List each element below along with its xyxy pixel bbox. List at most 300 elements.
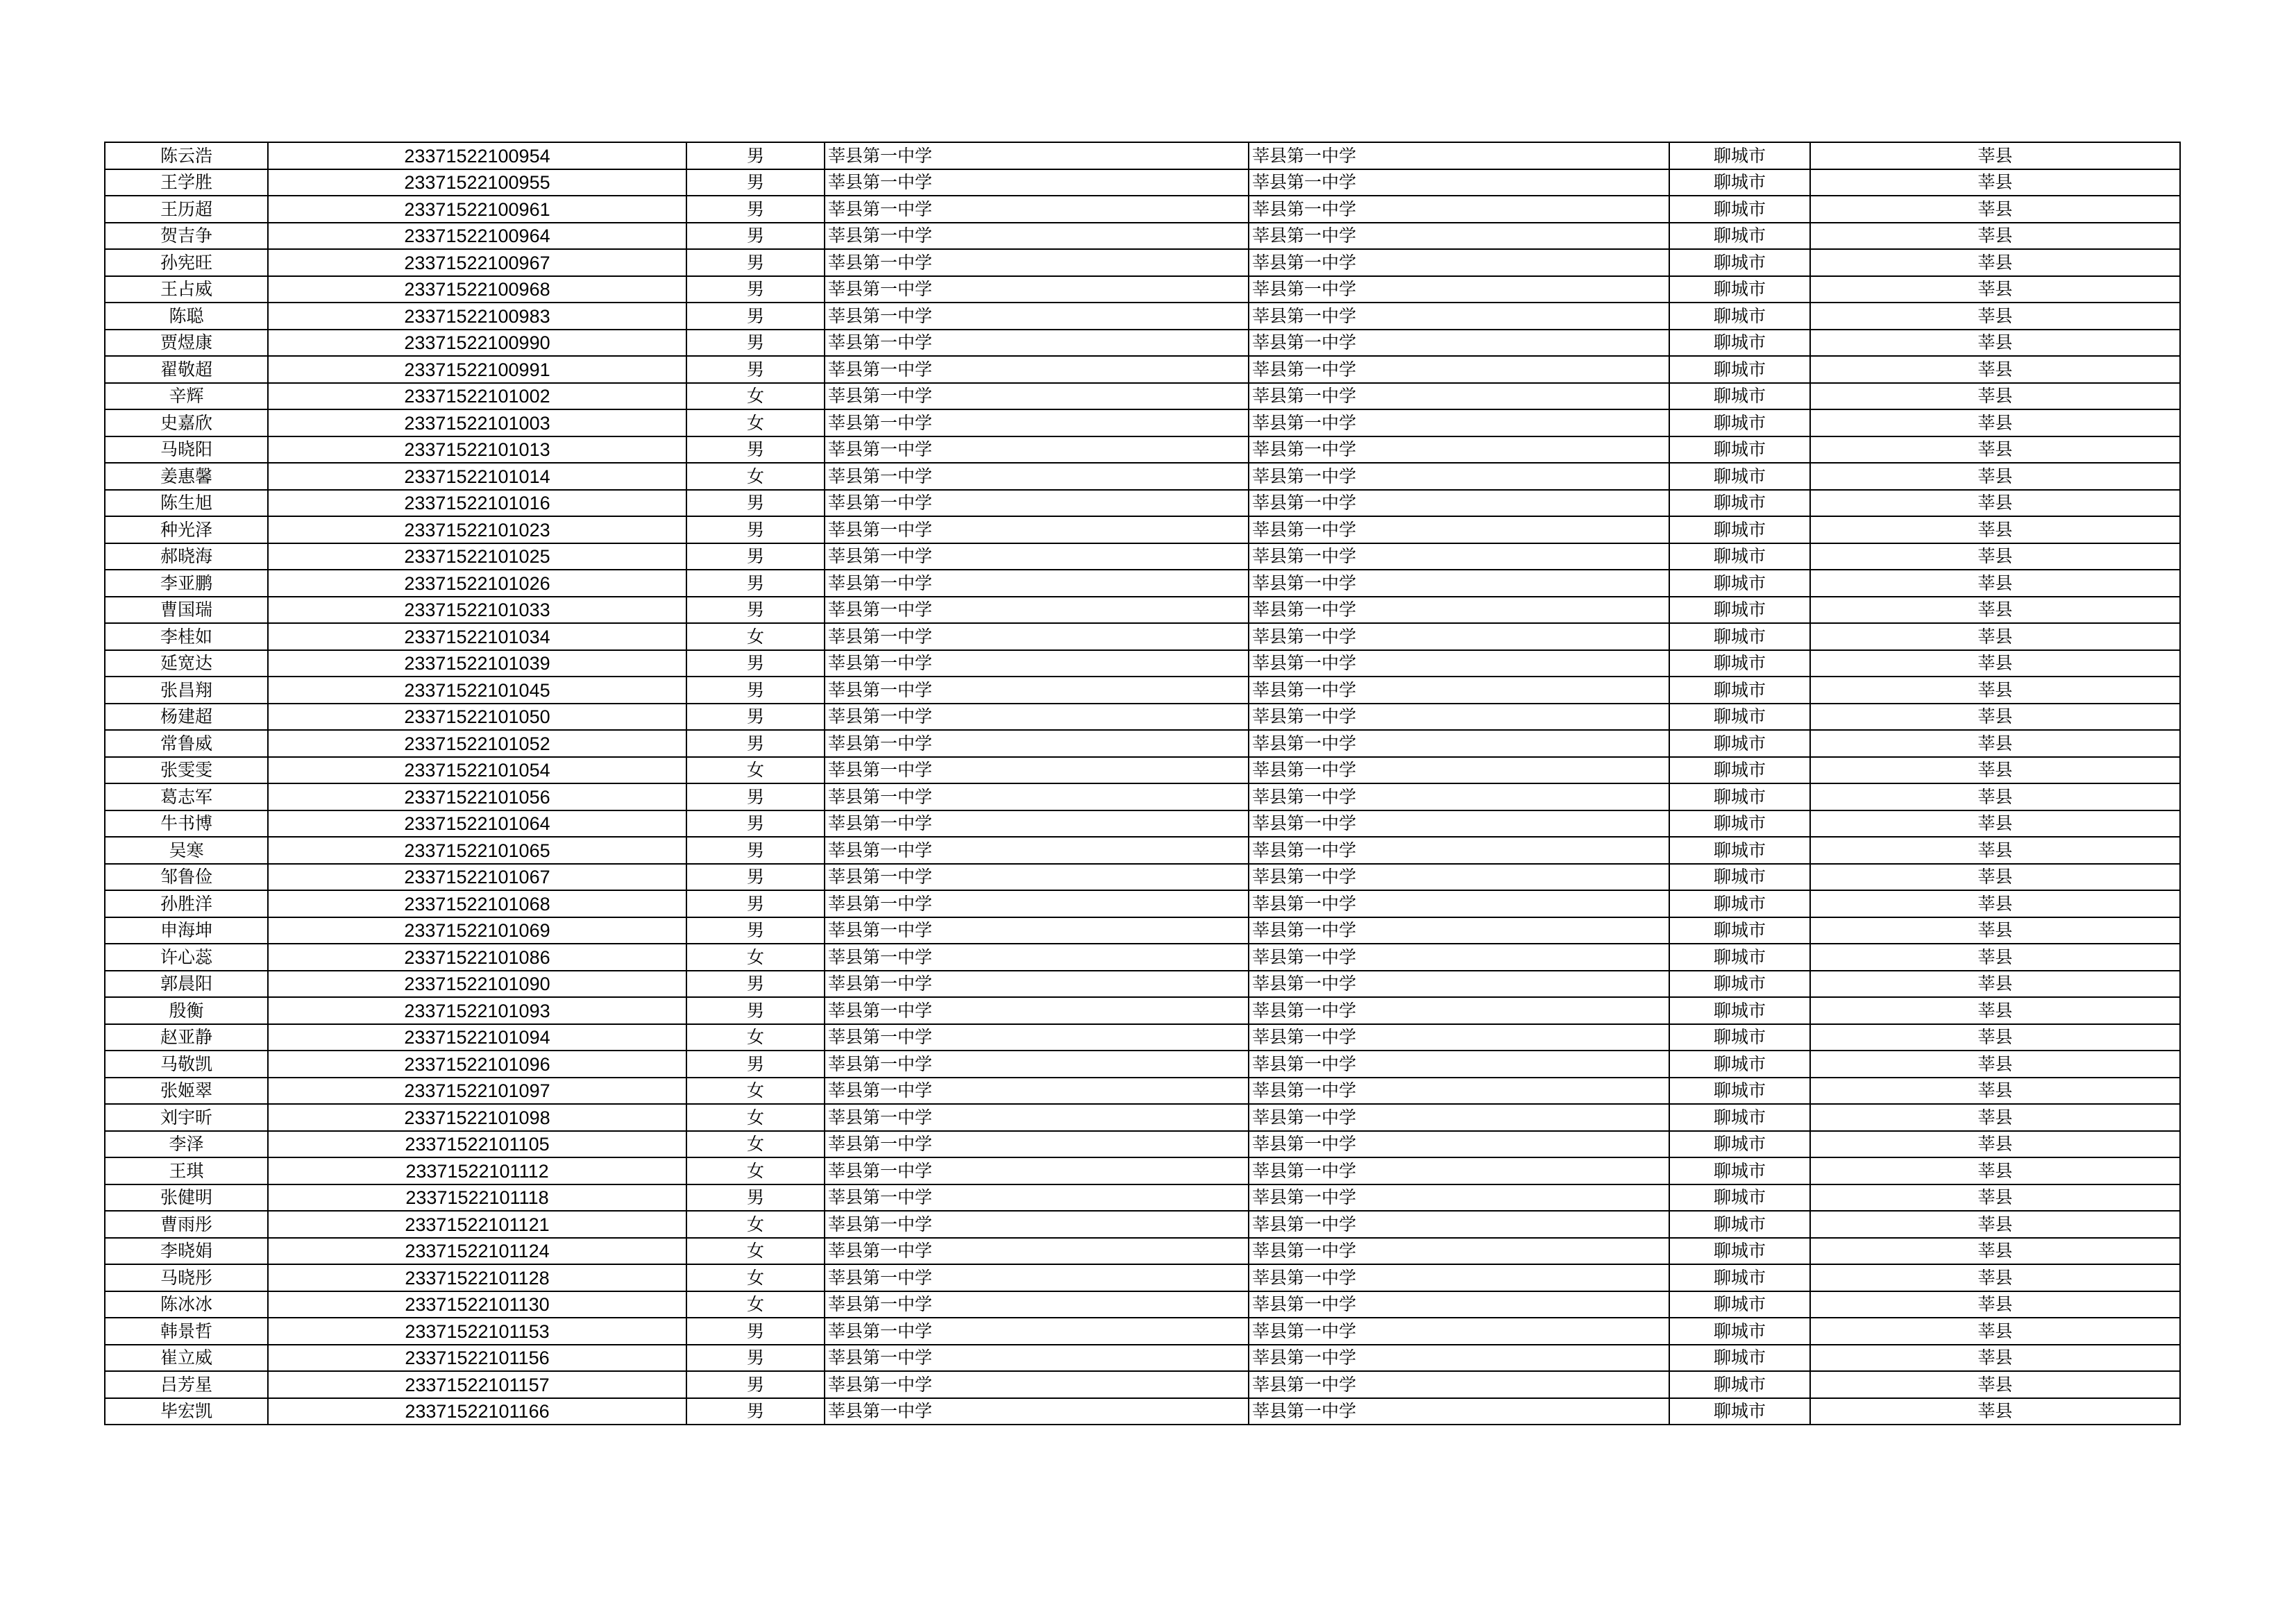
student-name-cell: 许心蕊 [105,944,268,971]
gender-cell: 男 [686,436,825,464]
gender-cell: 男 [686,516,825,543]
student-name-cell: 杨建超 [105,704,268,731]
graduation-school-cell: 莘县第一中学 [1249,783,1669,810]
student-name-cell: 韩景哲 [105,1318,268,1345]
city-cell: 聊城市 [1669,383,1810,410]
city-cell: 聊城市 [1669,1238,1810,1265]
school-cell: 莘县第一中学 [825,196,1249,223]
city-cell: 聊城市 [1669,543,1810,570]
school-cell: 莘县第一中学 [825,1184,1249,1212]
school-cell: 莘县第一中学 [825,1398,1249,1425]
table-row [105,463,2180,490]
city-cell: 聊城市 [1669,650,1810,677]
graduation-school-cell: 莘县第一中学 [1249,623,1669,650]
gender-cell: 男 [686,704,825,731]
student-name-cell: 常鲁威 [105,730,268,757]
table-row [105,1371,2180,1398]
gender-cell: 男 [686,1184,825,1212]
exam-id-cell: 23371522101096 [268,1051,686,1078]
exam-id-cell: 23371522101093 [268,997,686,1024]
school-cell: 莘县第一中学 [825,543,1249,570]
exam-id-cell: 23371522101118 [268,1184,686,1212]
table-row [105,1024,2180,1051]
gender-cell: 女 [686,1264,825,1291]
gender-cell: 男 [686,917,825,944]
table-row [105,1157,2180,1184]
city-cell: 聊城市 [1669,1024,1810,1051]
student-name-cell: 贺吉争 [105,223,268,250]
city-cell: 聊城市 [1669,944,1810,971]
exam-id-cell: 23371522101065 [268,837,686,864]
graduation-school-cell: 莘县第一中学 [1249,1211,1669,1238]
county-cell: 莘县 [1810,677,2180,704]
city-cell: 聊城市 [1669,249,1810,276]
exam-id-cell: 23371522101064 [268,810,686,838]
graduation-school-cell: 莘县第一中学 [1249,516,1669,543]
graduation-school-cell: 莘县第一中学 [1249,249,1669,276]
exam-id-cell: 23371522101157 [268,1371,686,1398]
exam-id-cell: 23371522101003 [268,409,686,436]
county-cell: 莘县 [1810,1078,2180,1105]
graduation-school-cell: 莘县第一中学 [1249,650,1669,677]
exam-id-cell: 23371522101094 [268,1024,686,1051]
exam-id-cell: 23371522101054 [268,757,686,784]
school-cell: 莘县第一中学 [825,837,1249,864]
exam-id-cell: 23371522101112 [268,1157,686,1184]
graduation-school-cell: 莘县第一中学 [1249,196,1669,223]
school-cell: 莘县第一中学 [825,1051,1249,1078]
table-row [105,142,2180,169]
city-cell: 聊城市 [1669,1318,1810,1345]
graduation-school-cell: 莘县第一中学 [1249,1131,1669,1158]
gender-cell: 男 [686,223,825,250]
graduation-school-cell: 莘县第一中学 [1249,223,1669,250]
table-row [105,944,2180,971]
exam-id-cell: 23371522101034 [268,623,686,650]
table-row [105,276,2180,303]
graduation-school-cell: 莘县第一中学 [1249,704,1669,731]
school-cell: 莘县第一中学 [825,1104,1249,1131]
gender-cell: 男 [686,1318,825,1345]
exam-id-cell: 23371522101016 [268,490,686,517]
graduation-school-cell: 莘县第一中学 [1249,997,1669,1024]
student-name-cell: 毕宏凯 [105,1398,268,1425]
county-cell: 莘县 [1810,971,2180,998]
table-row [105,837,2180,864]
graduation-school-cell: 莘县第一中学 [1249,757,1669,784]
student-name-cell: 李晓娟 [105,1238,268,1265]
exam-id-cell: 23371522101067 [268,864,686,891]
graduation-school-cell: 莘县第一中学 [1249,1291,1669,1318]
gender-cell: 男 [686,997,825,1024]
county-cell: 莘县 [1810,917,2180,944]
exam-id-cell: 23371522101033 [268,597,686,624]
county-cell: 莘县 [1810,196,2180,223]
gender-cell: 男 [686,490,825,517]
gender-cell: 男 [686,1371,825,1398]
school-cell: 莘县第一中学 [825,650,1249,677]
student-name-cell: 马晓彤 [105,1264,268,1291]
school-cell: 莘县第一中学 [825,1211,1249,1238]
table-row [105,597,2180,624]
graduation-school-cell: 莘县第一中学 [1249,1024,1669,1051]
county-cell: 莘县 [1810,837,2180,864]
exam-id-cell: 23371522101086 [268,944,686,971]
gender-cell: 男 [686,650,825,677]
county-cell: 莘县 [1810,1398,2180,1425]
table-row [105,409,2180,436]
gender-cell: 女 [686,623,825,650]
school-cell: 莘县第一中学 [825,249,1249,276]
school-cell: 莘县第一中学 [825,864,1249,891]
city-cell: 聊城市 [1669,1078,1810,1105]
gender-cell: 女 [686,1238,825,1265]
school-cell: 莘县第一中学 [825,944,1249,971]
exam-id-cell: 23371522101050 [268,704,686,731]
county-cell: 莘县 [1810,436,2180,464]
gender-cell: 女 [686,1211,825,1238]
student-name-cell: 吴寒 [105,837,268,864]
student-name-cell: 王学胜 [105,169,268,196]
table-row [105,757,2180,784]
student-name-cell: 王琪 [105,1157,268,1184]
city-cell: 聊城市 [1669,223,1810,250]
city-cell: 聊城市 [1669,1184,1810,1212]
school-cell: 莘县第一中学 [825,890,1249,917]
gender-cell: 男 [686,810,825,838]
table-row [105,677,2180,704]
city-cell: 聊城市 [1669,1345,1810,1372]
table-row [105,383,2180,410]
gender-cell: 男 [686,971,825,998]
school-cell: 莘县第一中学 [825,1078,1249,1105]
county-cell: 莘县 [1810,543,2180,570]
graduation-school-cell: 莘县第一中学 [1249,1104,1669,1131]
exam-id-cell: 23371522101056 [268,783,686,810]
student-name-cell: 吕芳星 [105,1371,268,1398]
county-cell: 莘县 [1810,783,2180,810]
student-name-cell: 张健明 [105,1184,268,1212]
exam-id-cell: 23371522100964 [268,223,686,250]
school-cell: 莘县第一中学 [825,1024,1249,1051]
city-cell: 聊城市 [1669,1051,1810,1078]
student-name-cell: 延宽达 [105,650,268,677]
school-cell: 莘县第一中学 [825,971,1249,998]
school-cell: 莘县第一中学 [825,1157,1249,1184]
table-row [105,1184,2180,1212]
student-name-cell: 李亚鹏 [105,570,268,597]
table-row [105,1104,2180,1131]
exam-id-cell: 23371522101156 [268,1345,686,1372]
school-cell: 莘县第一中学 [825,1371,1249,1398]
exam-id-cell: 23371522101153 [268,1318,686,1345]
table-row [105,997,2180,1024]
student-name-cell: 贾煜康 [105,330,268,357]
graduation-school-cell: 莘县第一中学 [1249,677,1669,704]
table-row [105,356,2180,383]
graduation-school-cell: 莘县第一中学 [1249,383,1669,410]
table-row [105,623,2180,650]
school-cell: 莘县第一中学 [825,997,1249,1024]
county-cell: 莘县 [1810,356,2180,383]
student-name-cell: 马敬凯 [105,1051,268,1078]
graduation-school-cell: 莘县第一中学 [1249,1238,1669,1265]
student-name-cell: 张姬翠 [105,1078,268,1105]
graduation-school-cell: 莘县第一中学 [1249,303,1669,330]
table-row [105,730,2180,757]
gender-cell: 男 [686,1345,825,1372]
gender-cell: 男 [686,543,825,570]
student-name-cell: 张昌翔 [105,677,268,704]
school-cell: 莘县第一中学 [825,356,1249,383]
graduation-school-cell: 莘县第一中学 [1249,1398,1669,1425]
gender-cell: 男 [686,597,825,624]
county-cell: 莘县 [1810,1371,2180,1398]
school-cell: 莘县第一中学 [825,463,1249,490]
graduation-school-cell: 莘县第一中学 [1249,543,1669,570]
graduation-school-cell: 莘县第一中学 [1249,917,1669,944]
graduation-school-cell: 莘县第一中学 [1249,837,1669,864]
city-cell: 聊城市 [1669,783,1810,810]
gender-cell: 女 [686,1291,825,1318]
table-row [105,169,2180,196]
table-row [105,490,2180,517]
county-cell: 莘县 [1810,1238,2180,1265]
table-row [105,810,2180,838]
city-cell: 聊城市 [1669,303,1810,330]
graduation-school-cell: 莘县第一中学 [1249,810,1669,838]
table-row [105,1211,2180,1238]
school-cell: 莘县第一中学 [825,490,1249,517]
graduation-school-cell: 莘县第一中学 [1249,1184,1669,1212]
city-cell: 聊城市 [1669,623,1810,650]
student-name-cell: 陈聪 [105,303,268,330]
county-cell: 莘县 [1810,490,2180,517]
student-name-cell: 刘宇昕 [105,1104,268,1131]
graduation-school-cell: 莘县第一中学 [1249,1318,1669,1345]
table-row [105,650,2180,677]
exam-id-cell: 23371522100968 [268,276,686,303]
exam-id-cell: 23371522101069 [268,917,686,944]
exam-id-cell: 23371522101026 [268,570,686,597]
table-row [105,1078,2180,1105]
gender-cell: 男 [686,303,825,330]
graduation-school-cell: 莘县第一中学 [1249,436,1669,464]
school-cell: 莘县第一中学 [825,570,1249,597]
exam-id-cell: 23371522101023 [268,516,686,543]
county-cell: 莘县 [1810,597,2180,624]
county-cell: 莘县 [1810,1318,2180,1345]
county-cell: 莘县 [1810,223,2180,250]
gender-cell: 女 [686,1104,825,1131]
county-cell: 莘县 [1810,1104,2180,1131]
county-cell: 莘县 [1810,276,2180,303]
school-cell: 莘县第一中学 [825,142,1249,169]
county-cell: 莘县 [1810,1211,2180,1238]
city-cell: 聊城市 [1669,1131,1810,1158]
graduation-school-cell: 莘县第一中学 [1249,409,1669,436]
graduation-school-cell: 莘县第一中学 [1249,276,1669,303]
city-cell: 聊城市 [1669,917,1810,944]
student-name-cell: 李桂如 [105,623,268,650]
gender-cell: 女 [686,463,825,490]
gender-cell: 男 [686,864,825,891]
gender-cell: 女 [686,383,825,410]
school-cell: 莘县第一中学 [825,597,1249,624]
county-cell: 莘县 [1810,757,2180,784]
county-cell: 莘县 [1810,409,2180,436]
graduation-school-cell: 莘县第一中学 [1249,1345,1669,1372]
graduation-school-cell: 莘县第一中学 [1249,864,1669,891]
exam-id-cell: 23371522101045 [268,677,686,704]
city-cell: 聊城市 [1669,1291,1810,1318]
student-name-cell: 史嘉欣 [105,409,268,436]
school-cell: 莘县第一中学 [825,330,1249,357]
county-cell: 莘县 [1810,1051,2180,1078]
graduation-school-cell: 莘县第一中学 [1249,356,1669,383]
exam-id-cell: 23371522101013 [268,436,686,464]
exam-id-cell: 23371522100954 [268,142,686,169]
exam-id-cell: 23371522100967 [268,249,686,276]
school-cell: 莘县第一中学 [825,409,1249,436]
county-cell: 莘县 [1810,330,2180,357]
gender-cell: 女 [686,944,825,971]
school-cell: 莘县第一中学 [825,783,1249,810]
student-name-cell: 陈生旭 [105,490,268,517]
table-row [105,223,2180,250]
gender-cell: 男 [686,276,825,303]
student-name-cell: 张雯雯 [105,757,268,784]
exam-id-cell: 23371522101105 [268,1131,686,1158]
county-cell: 莘县 [1810,169,2180,196]
table-row [105,1238,2180,1265]
school-cell: 莘县第一中学 [825,383,1249,410]
student-name-cell: 牛书博 [105,810,268,838]
city-cell: 聊城市 [1669,864,1810,891]
city-cell: 聊城市 [1669,1398,1810,1425]
city-cell: 聊城市 [1669,142,1810,169]
city-cell: 聊城市 [1669,997,1810,1024]
county-cell: 莘县 [1810,249,2180,276]
student-name-cell: 辛辉 [105,383,268,410]
school-cell: 莘县第一中学 [825,276,1249,303]
exam-id-cell: 23371522101124 [268,1238,686,1265]
county-cell: 莘县 [1810,730,2180,757]
student-name-cell: 陈冰冰 [105,1291,268,1318]
county-cell: 莘县 [1810,944,2180,971]
exam-id-cell: 23371522101014 [268,463,686,490]
city-cell: 聊城市 [1669,1371,1810,1398]
county-cell: 莘县 [1810,383,2180,410]
county-cell: 莘县 [1810,890,2180,917]
table-row [105,864,2180,891]
school-cell: 莘县第一中学 [825,810,1249,838]
county-cell: 莘县 [1810,142,2180,169]
exam-id-cell: 23371522101121 [268,1211,686,1238]
city-cell: 聊城市 [1669,463,1810,490]
city-cell: 聊城市 [1669,971,1810,998]
student-name-cell: 郝晓海 [105,543,268,570]
student-name-cell: 赵亚静 [105,1024,268,1051]
table-row [105,704,2180,731]
student-name-cell: 曹雨彤 [105,1211,268,1238]
city-cell: 聊城市 [1669,570,1810,597]
student-name-cell: 翟敬超 [105,356,268,383]
gender-cell: 男 [686,356,825,383]
student-name-cell: 王占威 [105,276,268,303]
city-cell: 聊城市 [1669,757,1810,784]
county-cell: 莘县 [1810,810,2180,838]
city-cell: 聊城市 [1669,704,1810,731]
student-name-cell: 孙胜洋 [105,890,268,917]
city-cell: 聊城市 [1669,276,1810,303]
gender-cell: 男 [686,142,825,169]
student-name-cell: 种光泽 [105,516,268,543]
graduation-school-cell: 莘县第一中学 [1249,597,1669,624]
student-name-cell: 王历超 [105,196,268,223]
table-row [105,890,2180,917]
graduation-school-cell: 莘县第一中学 [1249,330,1669,357]
gender-cell: 女 [686,409,825,436]
graduation-school-cell: 莘县第一中学 [1249,971,1669,998]
county-cell: 莘县 [1810,704,2180,731]
graduation-school-cell: 莘县第一中学 [1249,1157,1669,1184]
city-cell: 聊城市 [1669,356,1810,383]
city-cell: 聊城市 [1669,810,1810,838]
city-cell: 聊城市 [1669,169,1810,196]
exam-id-cell: 23371522100990 [268,330,686,357]
table-row [105,570,2180,597]
county-cell: 莘县 [1810,1264,2180,1291]
gender-cell: 男 [686,1051,825,1078]
table-row [105,1291,2180,1318]
graduation-school-cell: 莘县第一中学 [1249,1078,1669,1105]
school-cell: 莘县第一中学 [825,1318,1249,1345]
graduation-school-cell: 莘县第一中学 [1249,1371,1669,1398]
table-row [105,783,2180,810]
city-cell: 聊城市 [1669,490,1810,517]
exam-id-cell: 23371522100983 [268,303,686,330]
gender-cell: 女 [686,757,825,784]
city-cell: 聊城市 [1669,890,1810,917]
school-cell: 莘县第一中学 [825,730,1249,757]
graduation-school-cell: 莘县第一中学 [1249,1051,1669,1078]
city-cell: 聊城市 [1669,730,1810,757]
county-cell: 莘县 [1810,463,2180,490]
city-cell: 聊城市 [1669,330,1810,357]
roster-table [104,142,2181,1425]
school-cell: 莘县第一中学 [825,917,1249,944]
table-row [105,196,2180,223]
student-name-cell: 郭晨阳 [105,971,268,998]
gender-cell: 男 [686,169,825,196]
city-cell: 聊城市 [1669,516,1810,543]
city-cell: 聊城市 [1669,409,1810,436]
school-cell: 莘县第一中学 [825,303,1249,330]
county-cell: 莘县 [1810,864,2180,891]
county-cell: 莘县 [1810,650,2180,677]
gender-cell: 男 [686,330,825,357]
graduation-school-cell: 莘县第一中学 [1249,890,1669,917]
table-row [105,303,2180,330]
roster-body [105,142,2180,1425]
city-cell: 聊城市 [1669,1157,1810,1184]
table-row [105,330,2180,357]
student-name-cell: 曹国瑞 [105,597,268,624]
exam-id-cell: 23371522101039 [268,650,686,677]
table-row [105,1345,2180,1372]
table-row [105,249,2180,276]
